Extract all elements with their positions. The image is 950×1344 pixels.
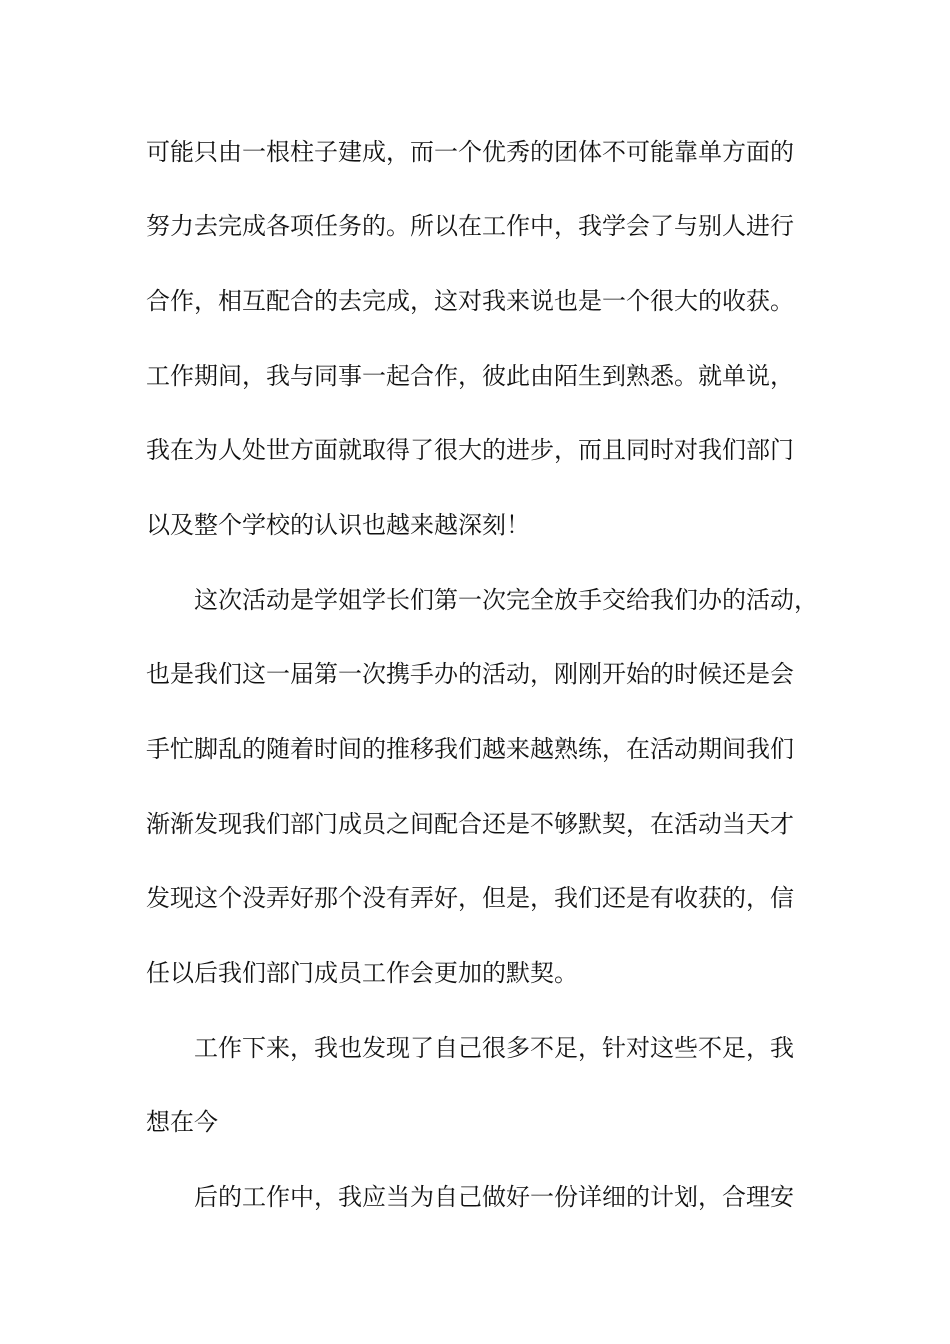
text-line-12: 任以后我们部门成员工作会更加的默契。	[146, 959, 578, 987]
text-line-10: 渐渐发现我们部门成员之间配合还是不够默契，在活动当天才	[146, 810, 794, 838]
text-line-14: 想在今	[146, 1108, 218, 1136]
text-line-8: 也是我们这一届第一次携手办的活动，刚刚开始的时候还是会	[146, 660, 794, 688]
text-line-2: 努力去完成各项任务的。所以在工作中，我学会了与别人进行	[146, 212, 794, 240]
text-line-1: 可能只由一根柱子建成，而一个优秀的团体不可能靠单方面的	[146, 138, 794, 166]
text-line-11: 发现这个没弄好那个没有弄好，但是，我们还是有收获的，信	[146, 884, 794, 912]
text-line-6: 以及整个学校的认识也越来越深刻！	[146, 511, 530, 539]
paragraph-2-first-line: 这次活动是学姐学长们第一次完全放手交给我们办的活动，	[194, 586, 818, 614]
paragraph-3-first-line: 工作下来，我也发现了自己很多不足，针对这些不足，我	[194, 1034, 794, 1062]
text-line-9: 手忙脚乱的随着时间的推移我们越来越熟练，在活动期间我们	[146, 735, 794, 763]
text-line-3: 合作，相互配合的去完成，这对我来说也是一个很大的收获。	[146, 287, 794, 315]
paragraph-4-first-line: 后的工作中，我应当为自己做好一份详细的计划，合理安	[194, 1183, 794, 1211]
text-line-5: 我在为人处世方面就取得了很大的进步，而且同时对我们部门	[146, 436, 794, 464]
text-line-4: 工作期间，我与同事一起合作，彼此由陌生到熟悉。就单说，	[146, 362, 794, 390]
